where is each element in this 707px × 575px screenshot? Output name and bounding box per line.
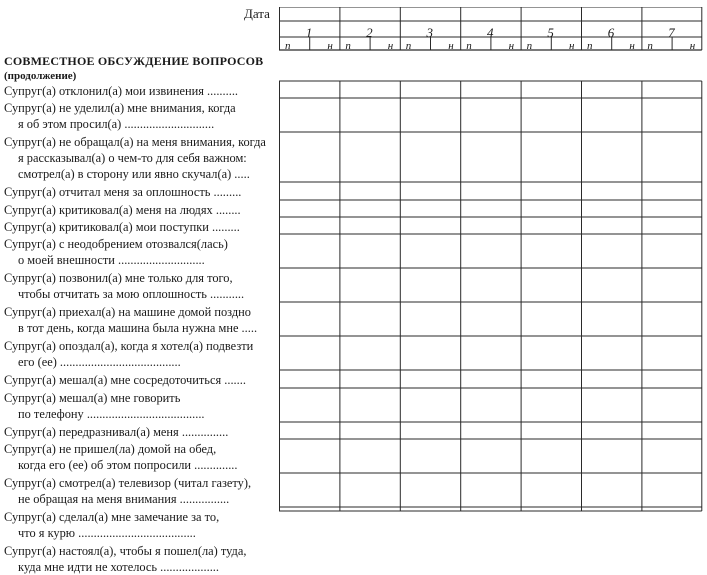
day-number: 6 <box>607 25 615 40</box>
item-text-line: Супруг(а) не пришел(ла) домой на обед, <box>4 441 217 456</box>
item-text-line: Супруг(а) отклонил(а) мои извинения .......... <box>4 84 239 98</box>
day-number: 7 <box>668 25 675 40</box>
item-text-line: я рассказывал(а) о чем-то для себя важном: <box>18 151 247 166</box>
sub-label-left: п <box>647 40 653 52</box>
item-text-line: смотрел(а) в сторону или явно скучал(а) ..... <box>18 167 250 182</box>
tracking-grid <box>279 7 703 517</box>
item-text-line: Супруг(а) настоял(а), чтобы я пошел(ла) туда, <box>4 543 247 558</box>
day-number: 3 <box>426 25 434 40</box>
sub-label-left: п <box>345 40 351 52</box>
sub-label-left: п <box>587 40 593 52</box>
item-text-line: Супруг(а) позвонил(а) мне только для того, <box>4 271 233 286</box>
list-item <box>4 372 276 388</box>
item-text-line: что я курю ...................................... <box>18 525 196 540</box>
item-text-line: Супруг(а) отчитал меня за оплошность ......... <box>4 185 242 200</box>
item-text-line: Супруг(а) передразнивал(а) меня ............... <box>4 424 229 439</box>
date-label: Дата <box>244 6 270 21</box>
sub-label-right: н <box>327 40 333 52</box>
item-text-line: Супруг(а) мешал(а) мне говорить <box>4 390 181 405</box>
sub-label-right: н <box>387 40 394 52</box>
list-item <box>4 509 276 541</box>
item-text-line: не обращая на меня внимания ................ <box>18 491 230 506</box>
item-text-line: его (ее) ....................................... <box>18 355 181 370</box>
item-text-line: Супруг(а) не уделил(а) мне внимания, когда <box>4 101 236 116</box>
sub-label-left: п <box>526 40 533 52</box>
item-text-line: когда его (ее) об этом попросили .............. <box>18 457 238 472</box>
sub-label-right: н <box>508 40 515 52</box>
day-number: 5 <box>547 25 554 40</box>
item-text-line: Супруг(а) опоздал(а), когда я хотел(а) подвезти <box>4 339 254 354</box>
item-text-line: Супруг(а) не обращал(а) на меня внимания, когда <box>4 135 266 150</box>
item-text-line: Супруг(а) критиковал(а) меня на людях ........ <box>4 202 241 217</box>
item-text-line: Супруг(а) мешал(а) мне сосредоточиться ....... <box>4 373 246 388</box>
sub-label-right: н <box>448 40 454 52</box>
list-item <box>4 270 276 302</box>
item-text-line: по телефону ...................................... <box>18 406 205 421</box>
sub-label-left: п <box>285 40 291 52</box>
day-number: 1 <box>305 25 313 40</box>
list-item <box>4 390 276 422</box>
item-text-line: Супруг(а) приехал(а) на машине домой поздно <box>4 305 251 320</box>
item-text-line: в тот день, когда машина была нужна мне ..... <box>18 321 258 336</box>
list-item <box>4 134 276 182</box>
list-item <box>4 338 276 370</box>
item-text-line: я об этом просил(а) ............................. <box>18 117 215 132</box>
sub-label-left: п <box>466 40 472 52</box>
list-item <box>4 543 276 575</box>
item-text-line: Супруг(а) с неодобрением отозвался(лась) <box>4 237 228 252</box>
list-item <box>4 441 276 473</box>
item-text-line: куда мне идти не хотелось ................... <box>18 559 219 574</box>
list-item <box>4 202 276 218</box>
sub-label-right: н <box>569 40 575 52</box>
list-item <box>4 236 276 268</box>
list-item <box>4 304 276 336</box>
sub-label-right: н <box>629 40 635 52</box>
item-text-line: Супруг(а) смотрел(а) телевизор (читал газету), <box>4 475 252 490</box>
item-text-line: Супруг(а) критиковал(а) мои поступки ......... <box>4 219 240 234</box>
list-item <box>4 424 276 440</box>
day-number: 4 <box>486 25 494 40</box>
item-text-line: о моей внешности ............................ <box>18 253 205 268</box>
sub-label-right: н <box>689 40 696 52</box>
list-item <box>4 219 276 235</box>
day-number: 2 <box>366 25 373 40</box>
list-item <box>4 184 276 200</box>
sub-label-left: п <box>405 40 412 52</box>
grid-lines <box>279 7 703 517</box>
item-text-line: чтобы отчитать за мою оплошность ........... <box>18 287 245 302</box>
section-title: СОВМЕСТНОЕ ОБСУЖДЕНИЕ ВОПРОСОВ <box>4 54 264 68</box>
list-item <box>4 100 276 132</box>
list-item <box>4 83 276 99</box>
section-subtitle: (продолжение) <box>4 70 77 82</box>
list-item <box>4 475 276 507</box>
item-text-line: Супруг(а) сделал(а) мне замечание за то, <box>4 509 220 524</box>
